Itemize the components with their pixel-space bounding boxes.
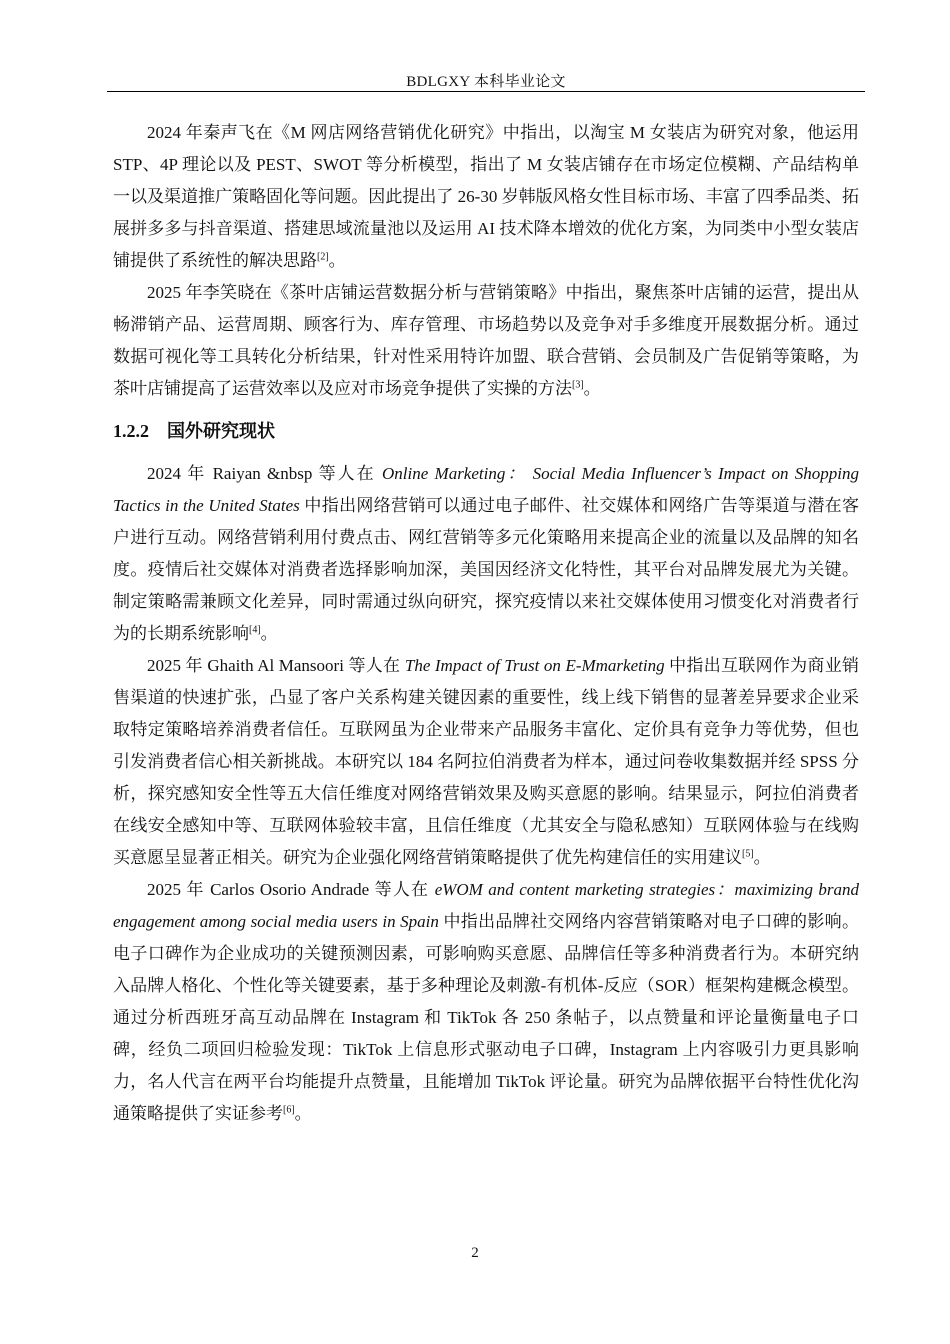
citation-ref: [2] [317, 251, 329, 263]
citation-ref: [6] [283, 1104, 295, 1116]
document-body [113, 117, 859, 1130]
paragraph-mansoori: 2025 年 Ghaith Al Mansoori 等人在 The Impact of Trust on E-Mmarketing 中指出互联网作为商业销售渠道的快速扩张，凸显了客户关系构建关键因素的重要性，线上线下销售的显著差异要求企业采取特定策略培养消费者信任。互联网虽为企业带来产品服务丰富化、定价具有竞争力等优势，但也引发消费者信心相关新挑战。本研究以 184 名阿拉伯消费者为样本，通过问卷收集数据并经 SPSS 分析，探究感知安全性等五大信任维度对网络营销效果及购买意愿的影响。结果显示，阿拉伯消费者在线安全感知中等、互联网体验较丰富，且信任维度（尤其安全与隐私感知）互联网体验与在线购买意愿呈显著正相关。研究为企业强化网络营销策略提供了优先构建信任的实用建议[5]。 [113, 656, 859, 867]
section-title: 国外研究现状 [167, 421, 275, 442]
citation-ref: [4] [249, 624, 261, 636]
paper-title: The Impact of Trust on E-Mmarketing [404, 656, 665, 675]
paper-title: Online Marketing： Social Media Influencer’s Impact on Shopping Tactics in the United States [113, 464, 859, 515]
paragraph-qin: 2024 年秦声飞在《M 网店网络营销优化研究》中指出，以淘宝 M 女装店为研究对象，他运用 STP、4P 理论以及 PEST、SWOT 等分析模型，指出了 M 女装店铺存在市场定位模糊、产品结构单一以及渠道推广策略固化等问题。因此提出了 26-30 岁韩版风格女性目标市场、丰富了四季品类、拓展拼多多与抖音渠道、搭建思域流量池以及运用 AI 技术降本增效的优化方案，为同类中小型女装店铺提供了系统性的解决思路[2]。 [113, 123, 859, 270]
page-number: 2 [471, 1245, 479, 1261]
paragraph-li: 2025 年李笑晓在《茶叶店铺运营数据分析与营销策略》中指出，聚焦茶叶店铺的运营，提出从畅滞销产品、运营周期、顾客行为、库存管理、市场趋势以及竞争对手多维度开展数据分析。通过数据可视化等工具转化分析结果，针对性采用特许加盟、联合营销、会员制及广告促销等策略，为茶叶店铺提高了运营效率以及应对市场竞争提供了实操的方法[3]。 [113, 283, 859, 398]
page-header: BDLGXY 本科毕业论文 [406, 74, 566, 90]
section-number: 1.2.2 [113, 421, 149, 441]
paragraph-andrade: 2025 年 Carlos Osorio Andrade 等人在 eWOM and content marketing strategies：maximizing brand engagement among social media users in Spain 中指出品牌社交网络内容营销策略对电子口碑的影响。电子口碑作为企业成功的关键预测因素，可影响购买意愿、品牌信任等多种消费者行为。本研究纳入品牌人格化、个性化等关键要素，基于多种理论及刺激-有机体-反应（SOR）框架构建概念模型。通过分析西班牙高互动品牌在 Instagram 和 TikTok 各 250 条帖子，以点赞量和评论量衡量电子口碑，经负二项回归检验发现：TikTok 上信息形式驱动电子口碑，Instagram 上内容吸引力更具影响力，名人代言在两平台均能提升点赞量，且能增加 TikTok 评论量。研究为品牌依据平台特性优化沟通策略提供了实证参考[6]。 [113, 880, 860, 1123]
section-heading [113, 415, 859, 448]
citation-ref: [3] [572, 379, 584, 391]
paragraph-raiyan: 2024 年 Raiyan &nbsp 等人在 Online Marketing： Social Media Influencer’s Impact on Shopping Tactics in the United States 中指出网络营销可以通过电子邮件、社交媒体和网络广告等渠道与潜在客户进行互动。网络营销利用付费点击、网红营销等多元化策略用来提高企业的流量以及品牌的知名度。疫情后社交媒体对消费者选择影响加深，美国因经济文化特性，其平台对品牌发展尤为关键。制定策略需兼顾文化差异，同时需通过纵向研究，探究疫情以来社交媒体使用习惯变化对消费者行为的长期系统影响[4]。 [113, 464, 860, 643]
paper-title: eWOM and content marketing strategies：maximizing brand engagement among social media users in Spain [113, 880, 860, 931]
citation-ref: [5] [742, 848, 754, 860]
header-rule [107, 91, 865, 92]
